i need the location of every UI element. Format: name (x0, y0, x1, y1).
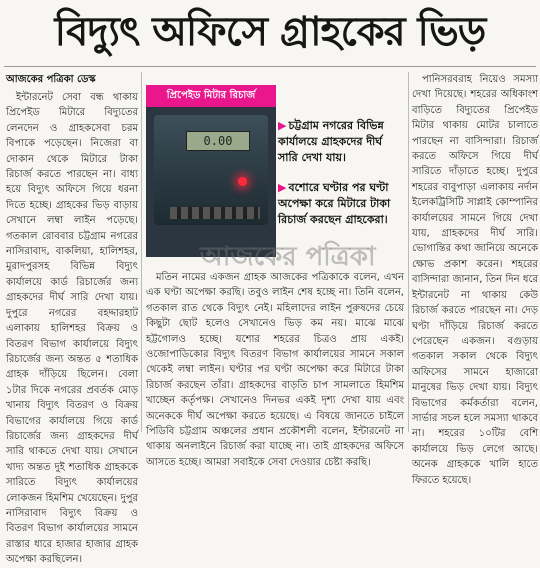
caption-text: চট্টগ্রাম নগরের বিভিন্ন কার্যালয়ে গ্রাহকদের দীর্ঘ সারি দেখা যায়। (278, 119, 384, 164)
article-paragraph: পানিসরবরাহ নিয়েও সমস্যা দেখা দিয়েছে। শহরের অধিকাংশ বাড়িতে বিদ্যুতের প্রিপেইড মিটার থাকায় মোটর চালাতে পারছেন না বাসিন্দারা। রিচার্জ করতে অফিসে গিয়ে দীর্ঘ সারিতে দাঁড়াতে হচ্ছে। দুপুরে শহরের বাবুপাড়া এলাকায় নর্দান ইলেকট্রিসিটি সাপ্লাই কোম্পানির কার্যালয়ের সামনে গিয়ে দেখা যায়, গ্রাহকদের দীর্ঘ সারি। ভোগান্তির কথা জানিয়ে অনেকে ক্ষোভ প্রকাশ করেন। শহরের বাসিন্দারা জানান, তিন দিন ধরে ইন্টারনেট না থাকায় কেউ রিচার্জ করতে পারছেন না। দেড় ঘণ্টা দাঁড়িয়ে রিচার্জ করতে পেরেছেন একজন। বগুড়ায় গতকাল সকাল থেকে বিদ্যুৎ অফিসের সামনে হাজারো মানুষের ভিড় দেখা যায়। বিদ্যুৎ বিভাগের কর্মকর্তারা বলেন, সার্ভার সচল হলে সমস্যা থাকবে না। শহরের ১০টির বেশি কার্যালয়ে ভিড় লেগে আছে। অনেক গ্রাহককে খালি হাতে ফিরতে হয়েছে। (412, 74, 538, 486)
headline: বিদ্যুৎ অফিসে গ্রাহকের ভিড় (54, 8, 486, 55)
caption-bullet-icon: ▶ (278, 181, 287, 194)
photo-label: প্রিপেইড মিটার রিচার্জ (146, 85, 276, 107)
meter-photo (146, 85, 276, 257)
photo-caption-2 (278, 180, 404, 228)
article-paragraph: মতিন নামের একজন গ্রাহক আজকের পত্রিকাকে বলেন, এখন এক ঘণ্টা অপেক্ষা করছি। তবুও লাইন শেষ হচ্ছে না। তিনি বলেন, গতকাল রাত থেকে বিদ্যুৎ নেই। মহিলাদের লাইন পুরুষদের চেয়ে কিছুটা ছোট হলেও সেখানেও ভিড় কম নয়। মাঝে মাঝে হট্টগোলও হচ্ছে। যশোর শহরের চিত্রও প্রায় একই। ওজোপাডিকোর বিদ্যুৎ বিতরণ বিভাগ কার্যালয়ের সামনে সকাল থেকেই লম্বা লাইন। ঘণ্টার পর ঘণ্টা অপেক্ষা করে মিটারে টাকা রিচার্জ করছেন তাঁরা। গ্রাহকদের বাড়তি চাপ সামলাতে হিমশিম খাচ্ছেন কর্তৃপক্ষ। সেখানেও দিনভর একই দৃশ্য দেখা যায় এবং অনেককে দীর্ঘ অপেক্ষা করতে হয়েছে। এ বিষয়ে জানতে চাইলে পিডিবি চট্টগ্রাম অঞ্চলের প্রধান প্রকৌশলী বলেন, ইন্টারনেট না থাকায় অনলাইনে রিচার্জ করা যাচ্ছে না। তাই গ্রাহকদের অফিসে আসতে হচ্ছে। আমরা সবাইকে সেবা দেওয়ার চেষ্টা করছি। (146, 272, 404, 468)
meter-display: 0.00 (186, 131, 250, 151)
meter-keypad (170, 207, 260, 219)
byline: আজকের পত্রিকা ডেস্ক (6, 74, 96, 85)
article-column-2 (146, 270, 404, 470)
watermark: আজকের পত্রিকা (200, 242, 376, 272)
photo-caption-1 (278, 118, 404, 166)
caption-text: বশোরে ঘণ্টার পর ঘণ্টা অপেক্ষা করে মিটারে টাকা রিচার্জ করছেন গ্রাহকেরা। (278, 181, 391, 226)
meter-led-icon (238, 177, 247, 186)
article-column-1 (6, 90, 138, 568)
caption-bullet-icon: ▶ (278, 119, 287, 132)
headline-rule (4, 66, 536, 67)
photo-captions (278, 118, 404, 228)
column-divider (408, 72, 409, 432)
article-paragraph: ইন্টারনেট সেবা বন্ধ থাকায় প্রিপেইড মিটারে বিদ্যুতের লেনদেন ও গ্রাহকসেবা চরম বিপাকে পড়েছেন। নিজেরা বা দোকান থেকে মিটারে টাকা রিচার্জ করতে পারছেন না। বাধ্য হয়ে বিদ্যুৎ অফিসে গিয়ে ধরনা দিতে হচ্ছে। গ্রাহকের ভিড় বাড়ায় সেখানে লম্বা লাইন পড়েছে। গতকাল রোববার চট্টগ্রাম নগরের নাসিরাবাদ, বাকলিয়া, হালিশহর, মুরাদপুরসহ বিভিন্ন বিদ্যুৎ কার্যালয়ে কার্ড রিচার্জের জন্য গ্রাহকদের দীর্ঘ সারি দেখা যায়। দুপুরে নগরের বহদ্দারহাট এলাকায় হালিশহর বিক্রয় ও বিতরণ বিভাগ কার্যালয়ে বিদ্যুৎ রিচার্জের জন্য অন্তত ৫ শতাধিক গ্রাহক দাঁড়িয়ে ছিলেন। বেলা ১টার দিকে নগরের প্রবর্তক মোড় খানায় বিদ্যুৎ বিতরণ ও বিক্রয় বিভাগের কার্যালয়ে গিয়ে কার্ড রিচার্জের জন্য গ্রাহকদের দীর্ঘ সারি থাকতে দেখা যায়। সেখানে খাদ্য অন্তত দুই শতাধিক গ্রাহককে সারিতে বিদ্যুৎ কার্যালয়ের লোকজন হিমশিম খেয়েছেন। দুপুর নাসিরাবাদ বিদ্যুৎ বিক্রয় ও বিতরণ বিভাগ কার্যালয়ের সামনে রাস্তার ধারে হাজার হাজার গ্রাহক অপেক্ষা করছিলেন। (6, 92, 138, 566)
prepaid-meter-image (154, 115, 268, 225)
column-divider (141, 72, 142, 432)
article-column-3 (412, 72, 538, 488)
